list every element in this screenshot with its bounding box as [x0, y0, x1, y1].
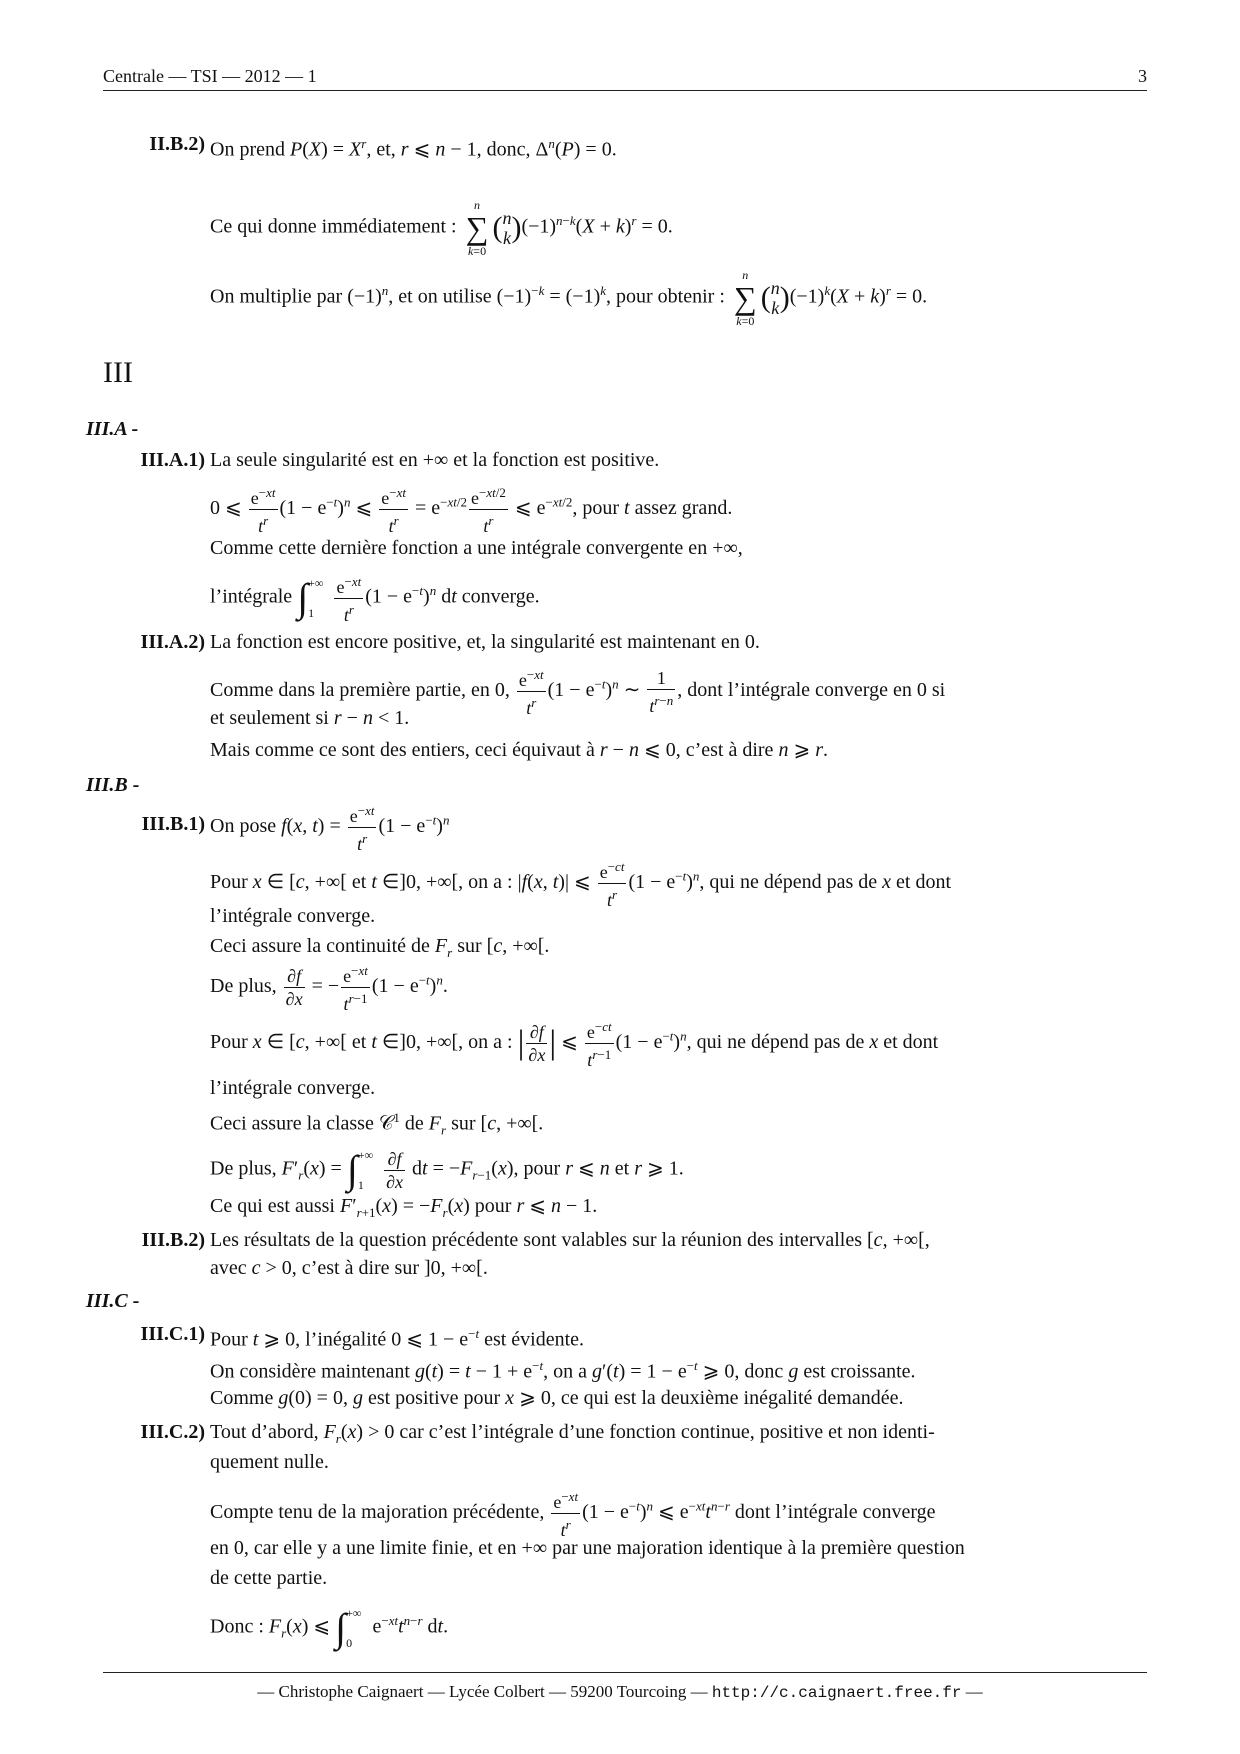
- text-iiic2-f: Donc : $F_r(x)$ ⩽ ∫+∞ 0 $e^{-xt}t^{n-r}$ dt.: [210, 1605, 449, 1650]
- text-iiib1-h: Ceci assure la classe 𝒞$^1$ de $F_r$ sur [c, +∞[.: [210, 1110, 544, 1138]
- text-iiib2-a: Les résultats de la question précédente sont valables sur la réunion des intervalles [c, +∞[,: [210, 1229, 930, 1251]
- sum-symbol-2: n ∑ k=0: [733, 268, 757, 328]
- text-iiia2-c: et seulement si r − n < 1.: [210, 707, 410, 729]
- label-iiib2: III.B.2): [141, 1229, 205, 1251]
- text-iiic2-e: de cette partie.: [210, 1567, 328, 1589]
- text-iiic1-a: Pour t ⩾ 0, l’inégalité 0 ⩽ $1 - e^{-t}$ est évidente.: [210, 1326, 585, 1351]
- label-iib2: II.B.2): [149, 133, 205, 155]
- footer-end: —: [965, 1682, 983, 1701]
- text-iiia2-d: Mais comme ce sont des entiers, ceci équivaut à r − n ⩽ 0, c’est à dire n ⩾ r.: [210, 739, 828, 761]
- text-iiib1-j: Ce qui est aussi $F'_{r+1}(x) = -F_r(x)$ pour r ⩽ n − 1.: [210, 1195, 598, 1220]
- page-footer: [0, 1682, 1240, 1702]
- footer-rule: [103, 1672, 1147, 1673]
- text-iiia2-a: La fonction est encore positive, et, la singularité est maintenant en 0.: [210, 631, 760, 653]
- text-iiib1-e: De plus, $\frac{\partial f}{\partial x}$ = − $\frac{e^{-xt}}{t^{r-1}}$ $(1 - e^{-t})^n$.: [210, 960, 448, 1015]
- text-iib2-b: Ce qui donne immédiatement : n ∑ k=0(n $k)(-1)^{n-k}(X + k)^r = 0$.: [210, 198, 673, 258]
- text-iiib2-b: avec c > 0, c’est à dire sur ]0, +∞[.: [210, 1257, 488, 1279]
- footer-text: — Christophe Caignaert — Lycée Colbert — 59200 Tourcoing —: [257, 1682, 708, 1701]
- text-iiic2-a: Tout d’abord, $F_r(x) > 0$ car c’est l’intégrale d’une fonction continue, positive et non identi-: [210, 1421, 935, 1446]
- label-iiib1: III.B.1): [141, 813, 205, 835]
- text-iiib1-a: On pose f(x, t) = $\frac{e^{-xt}}{t^r}$ $(1 - e^{-t})^n$: [210, 800, 449, 855]
- label-iiic2: III.C.2): [140, 1421, 205, 1443]
- text-iiic2-c: Compte tenu de la majoration précédente, $\frac{e^{-xt}}{t^r}$ $(1 - e^{-t})^n$ ⩽ $e^{-xt}t^{n-r}$ dont l’intégrale converge: [210, 1486, 936, 1541]
- text-iiic1-b: On considère maintenant $g(t) = t - 1 + e^{-t}$, on a $g'(t) = 1 - e^{-t}$ ⩾ 0, donc g est croissante.: [210, 1358, 916, 1383]
- text-iiib1-g: l’intégrale converge.: [210, 1077, 376, 1099]
- text-iiib1-f: Pour x ∈ [c, +∞[ et t ∈]0, +∞[, on a : | $\frac{\partial f}{\partial x}$ | ⩽ $\frac{e^{-ct}}{t^{r-1}}$ $(1 - e^{-t})^n$, qui ne dépend pas de x et dont: [210, 1016, 938, 1071]
- text-iiic1-c: Comme g(0) = 0, g est positive pour x ⩾ 0, ce qui est la deuxième inégalité demandée.: [210, 1387, 904, 1409]
- section-title-iii: III: [103, 356, 133, 389]
- page-header: [103, 66, 1147, 91]
- text-iiib1-d: Ceci assure la continuité de $F_r$ sur [c, +∞[.: [210, 935, 550, 960]
- text-iib2-c: On multiplie par $(-1)^n$, et on utilise $(-1)^{-k} = (-1)^k$, pour obtenir : n ∑ k=0(n $k)(-1)^k(X + k)^r = 0$.: [210, 268, 928, 328]
- text-iiib1-i: De plus, $F'_r(x)$ = ∫+∞ 1 $\frac{\partial f}{\partial x}$ dt = $-F_{r-1}(x)$, pour r ⩽ n et r ⩾ 1.: [210, 1147, 684, 1192]
- text-iiib1-c: l’intégrale converge.: [210, 905, 376, 927]
- label-iiic1: III.C.1): [140, 1323, 205, 1345]
- page-number: 3: [1138, 66, 1147, 86]
- text-iiic2-d: en 0, car elle y a une limite finie, et en +∞ par une majoration identique à la première question: [210, 1537, 965, 1559]
- text-iiia2-b: Comme dans la première partie, en 0, $\frac{e^{-xt}}{t^r}$ $(1 - e^{-t})^n$ ∼ $\frac{1}{t^{r-n}}$ , dont l’intégrale converge en 0 si: [210, 664, 1148, 719]
- subsection-iiic: III.C -: [86, 1290, 140, 1312]
- footer-url[interactable]: http://c.caignaert.free.fr: [711, 1684, 962, 1702]
- text-iib2-a: On prend $P(X) = X^r$, et, r ⩽ n − 1, donc, $\Delta^n(P) = 0$.: [210, 136, 617, 161]
- subsection-iiia: III.A -: [86, 418, 139, 440]
- text-iiia1-c: Comme cette dernière fonction a une intégrale convergente en +∞,: [210, 537, 743, 559]
- sum-symbol: n ∑ k=0: [465, 198, 489, 258]
- label-iiia2: III.A.2): [140, 631, 205, 653]
- header-title: Centrale — TSI — 2012 — 1: [103, 66, 317, 86]
- subsection-iiib: III.B -: [86, 774, 140, 796]
- text-iiia1-b: 0 ⩽ $\frac{e^{-xt}}{t^r}$ $(1 - e^{-t})^n$ ⩽ $\frac{e^{-xt}}{t^r}$ = $e^{-xt/2}$ $\frac{e^{-xt/2}}{t^r}$ ⩽ $e^{-xt/2}$, pour t assez grand.: [210, 482, 732, 537]
- label-iiia1: III.A.1): [140, 449, 205, 471]
- text-iiia1-a: La seule singularité est en +∞ et la fonction est positive.: [210, 449, 660, 471]
- text-iiib1-b: Pour x ∈ [c, +∞[ et t ∈]0, +∞[, on a : |f(x, t)| ⩽ $\frac{e^{-ct}}{t^r}$ $(1 - e^{-t})^n$, qui ne dépend pas de x et dont: [210, 856, 951, 911]
- text-iiia1-d: l’intégrale ∫+∞ 1 $\frac{e^{-xt}}{t^r}$ $(1 - e^{-t})^n$ dt converge.: [210, 568, 540, 628]
- text-iiic2-b: quement nulle.: [210, 1451, 329, 1473]
